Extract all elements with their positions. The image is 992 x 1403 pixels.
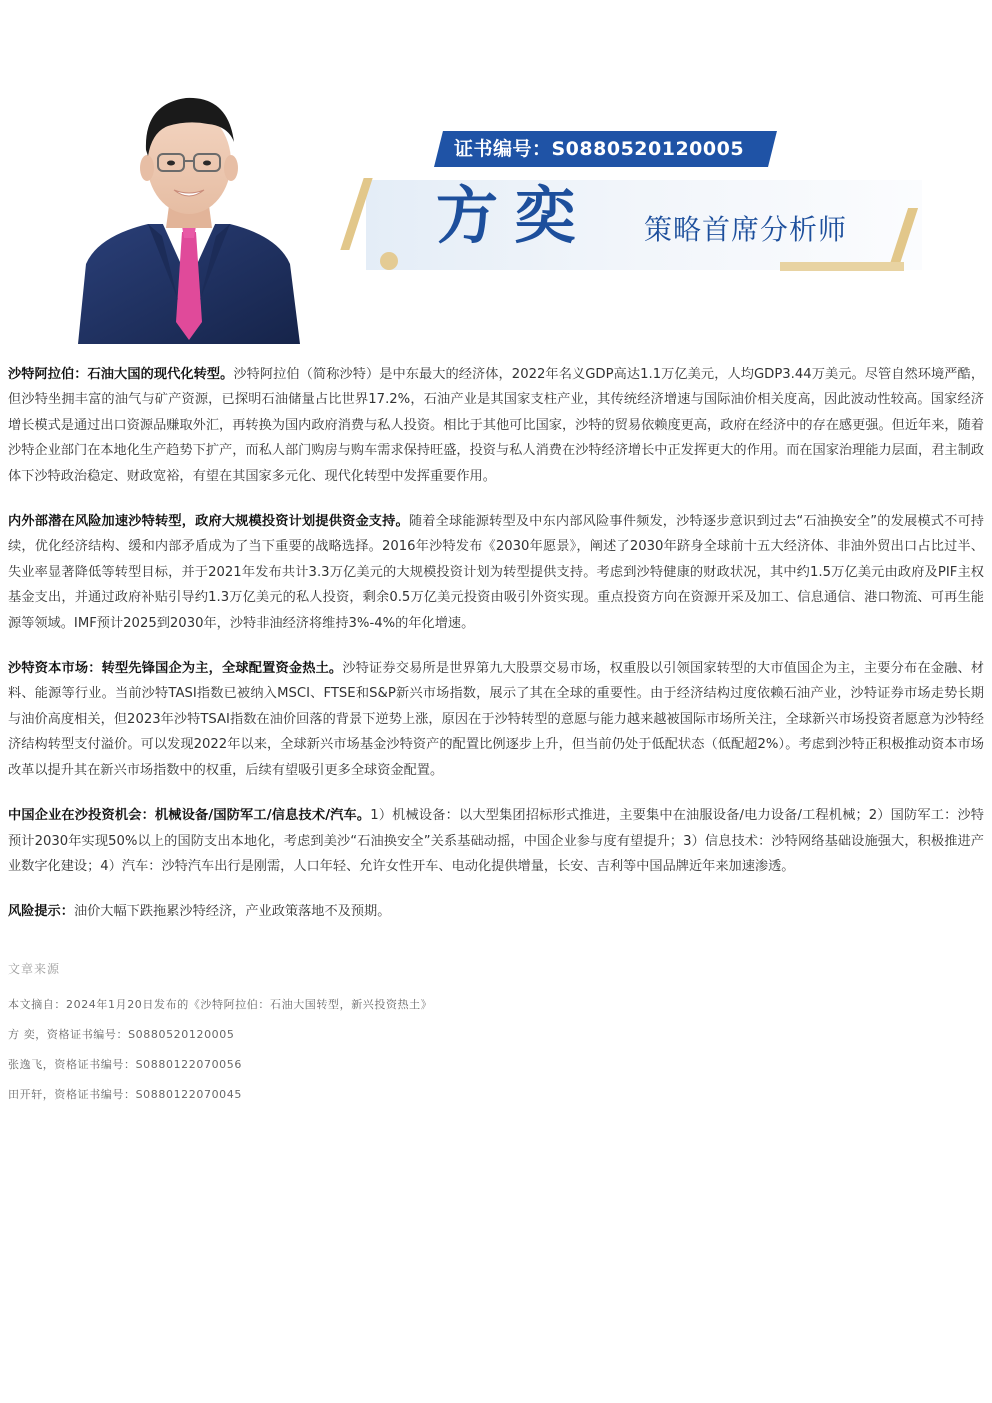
- source-line: 田开轩，资格证书编号：S0880122070045: [8, 1088, 242, 1101]
- paragraph-lead: 风险提示：: [8, 904, 74, 920]
- gold-accent-bottom: [780, 262, 904, 271]
- author-banner: [0, 0, 992, 345]
- paragraph-text: 沙特阿拉伯（简称沙特）是中东最大的经济体，2022年名义GDP高达1.1万亿美元，人均GDP3.44万美元。尽管自然环境严酷，但沙特坐拥丰富的油气与矿产资源，已探明石油储量占比世界17.2%，石油产业是其国家支柱产业，其传统经济增速与国际油价相关度高，因此波动性较高。国家经济增长模式是通过出口资源品赚取外汇，再转换为国内政府消费与私人投资。相比于其他可比国家，沙特的贸易依赖度更高，政府在经济中的存在感更强。但近年来，随着沙特企业部门在本地化生产趋势下扩产，而私人部门购房与购车需求保持旺盛，投资与私人消费在沙特经济增长中正发挥更大的作用。而在国家治理能力层面，君主制政体下沙特政治稳定、财政宽裕，有望在其国家多元化、现代化转型中发挥重要作用。: [8, 367, 985, 484]
- paragraph-lead: 中国企业在沙投资机会：机械设备/国防军工/信息技术/汽车。: [8, 808, 371, 824]
- author-portrait: [78, 86, 300, 344]
- paragraph-text: 油价大幅下跌拖累沙特经济，产业政策落地不及预期。: [73, 904, 391, 920]
- paragraph-text: 1）机械设备：以大型集团招标形式推进，主要集中在油服设备/电力设备/工程机械；2）国防军工：沙特预计2030年实现50%以上的国防支出本地化，考虑到美沙“石油换安全”关系基础动摇，中国企业参与度有望提升；3）信息技术：沙特网络基础设施强大，积极推进产业数字化建设；4）汽车：沙特汽车出行是刚需，人口年轻、允许女性开车、电动化提供增量，长安、吉利等中国品牌近年来加速渗透。: [8, 808, 984, 874]
- paragraph-risk-warning: [8, 899, 984, 924]
- paragraph-capital-market: [8, 656, 984, 783]
- article-body: [8, 362, 984, 925]
- person-name: 方奕: [436, 179, 593, 252]
- paragraph-text: 沙特证券交易所是世界第九大股票交易市场，权重股以引领国家转型的大市值国企为主，主要分布在金融、材料、能源等行业。当前沙特TASI指数已被纳入MSCI、FTSE和S&P新兴市场指数，展示了其在全球的重要性。由于经济结构过度依赖石油产业，沙特证券市场走势长期与油价高度相关，但2023年沙特TSAI指数在油价回落的背景下逆势上涨，原因在于沙特转型的意愿与能力越来越被国际市场所关注，全球新兴市场投资者愿意为沙特经济结构转型支付溢价。可以发现2022年以来，全球新兴市场基金沙特资产的配置比例逐步上升，但当前仍处于低配状态（低配超2%）。考虑到沙特正积极推动资本市场改革以提升其在新兴市场指数中的权重，后续有望吸引更多全球资金配置。: [8, 661, 984, 778]
- paragraph-text: 随着全球能源转型及中东内部风险事件频发，沙特逐步意识到过去“石油换安全”的发展模式不可持续，优化经济结构、缓和内部矛盾成为了当下重要的战略选择。2016年沙特发布《2030年愿景》，阐述了2030年跻身全球前十五大经济体、非油外贸出口占比过半、失业率显著降低等转型目标，并于2021年发布共计3.3万亿美元的大规模投资计划为转型提供支持。考虑到沙特健康的财政状况，其中约1.5万亿美元由政府及PIF主权基金支出，并通过政府补贴引导约1.3万亿美元的私人投资，剩余0.5万亿美元投资由吸引外资实现。重点投资方向在资源开采及加工、信息通信、港口物流、可再生能源等领域。IMF预计2025到2030年，沙特非油经济将维持3%-4%的年化增速。: [8, 514, 984, 631]
- paragraph-lead: 沙特阿拉伯：石油大国的现代化转型。: [8, 367, 234, 382]
- gold-accent-dot: [380, 252, 398, 270]
- paragraph-saudi-overview: [8, 362, 984, 489]
- cert-number-label: 证书编号：S0880520120005: [454, 138, 745, 160]
- source-title: 文章来源: [8, 962, 61, 976]
- person-title: 策略首席分析师: [644, 213, 848, 246]
- paragraph-lead: 内外部潜在风险加速沙特转型，政府大规模投资计划提供资金支持。: [8, 514, 409, 530]
- paragraph-chinese-opportunities: [8, 803, 984, 879]
- paragraph-transformation: [8, 509, 984, 636]
- source-line: 方 奕，资格证书编号：S0880520120005: [8, 1028, 235, 1041]
- source-line: 张逸飞，资格证书编号：S0880122070056: [8, 1058, 242, 1071]
- source-line: 本文摘自：2024年1月20日发布的《沙特阿拉伯：石油大国转型，新兴投资热土》: [8, 998, 433, 1011]
- paragraph-lead: 沙特资本市场：转型先锋国企为主，全球配置资金热土。: [8, 661, 343, 677]
